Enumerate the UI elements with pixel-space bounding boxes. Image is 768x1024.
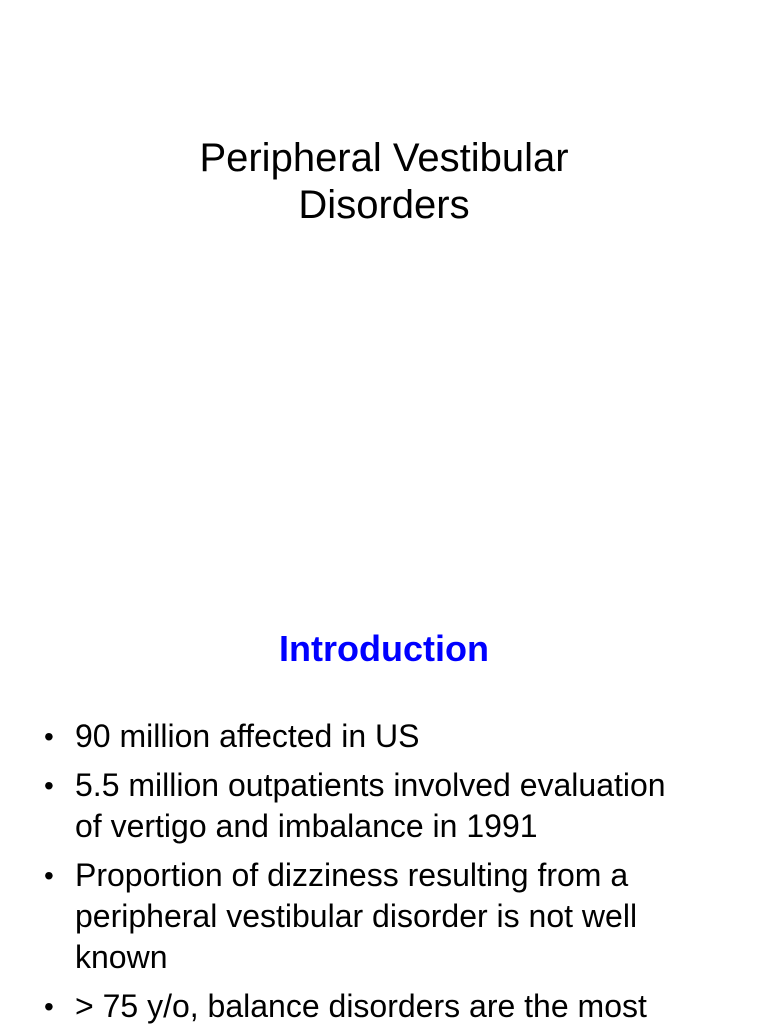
bullet-item (0, 765, 768, 847)
bullet-icon: • (44, 721, 54, 752)
bullet-line: peripheral vestibular disorder is not well (75, 898, 638, 934)
bullet-line: 90 million affected in US (75, 718, 420, 754)
bullet-line: Proportion of dizziness resulting from a (75, 857, 629, 893)
bullet-text (75, 986, 728, 1024)
bullet-line: of vertigo and imbalance in 1991 (75, 808, 538, 844)
bullet-line: known (75, 939, 168, 975)
section-heading: Introduction (279, 628, 489, 669)
bullet-icon: • (44, 991, 54, 1022)
bullet-text (75, 855, 728, 978)
bullet-line: 5.5 million outpatients involved evaluation (75, 767, 666, 803)
bullet-text (75, 716, 728, 757)
bullet-item (0, 716, 768, 757)
bullet-item (0, 855, 768, 978)
bullet-list (0, 716, 768, 1024)
bullet-line: > 75 y/o, balance disorders are the most (75, 988, 647, 1024)
bullet-item (0, 986, 768, 1024)
bullet-text (75, 765, 728, 847)
slide-title (0, 135, 768, 229)
title-line: Disorders (298, 183, 470, 227)
bullet-icon: • (44, 860, 54, 891)
title-line: Peripheral Vestibular (199, 136, 569, 180)
bullet-icon: • (44, 770, 54, 801)
